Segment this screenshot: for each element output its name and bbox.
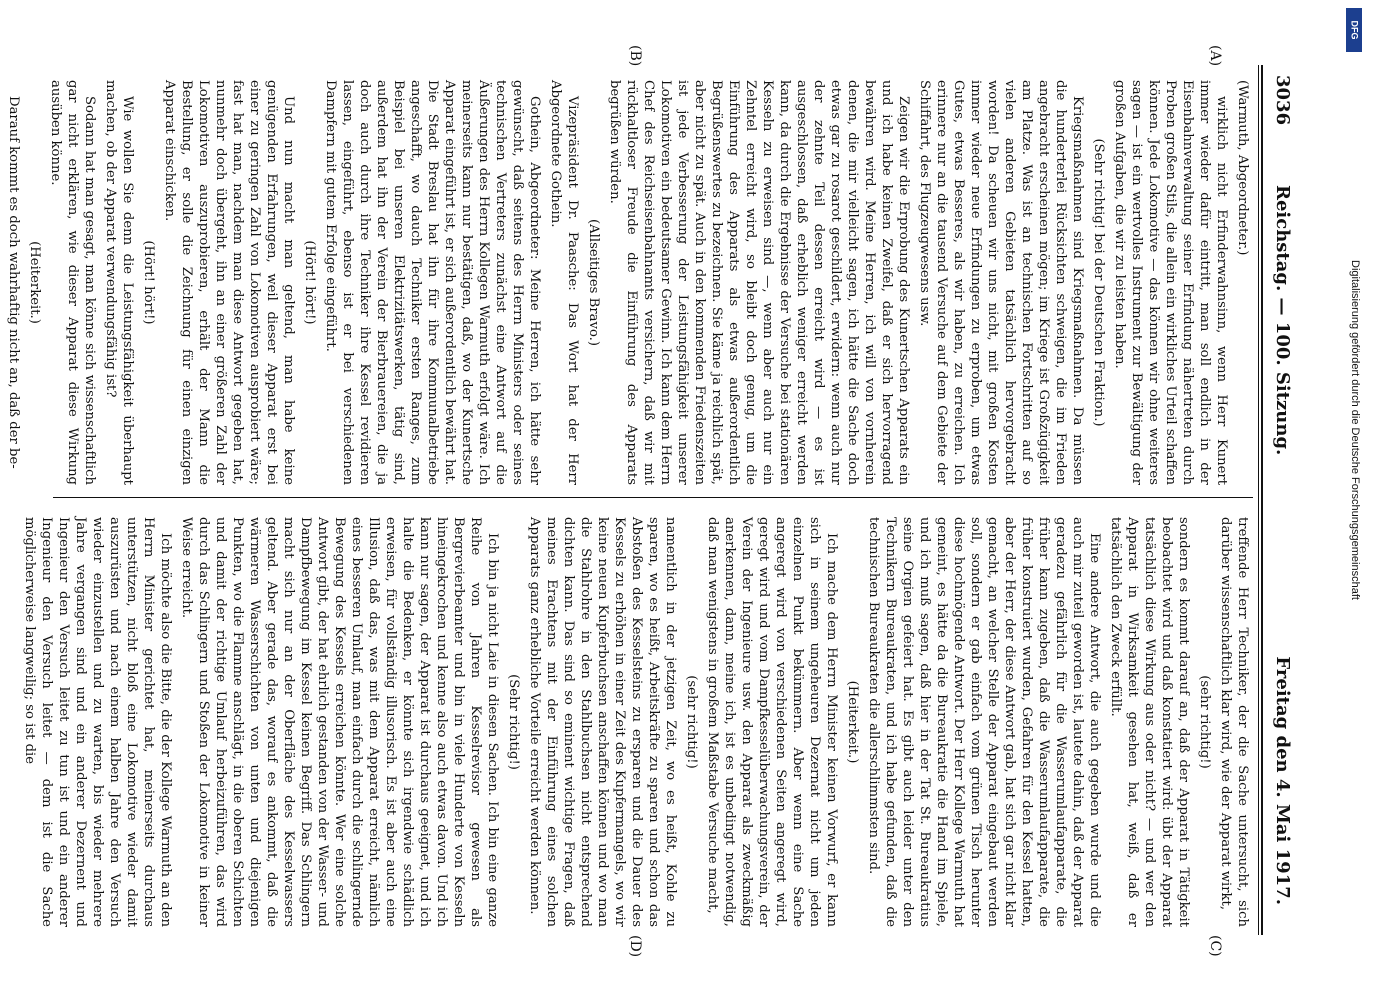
paragraph: Ich möchte also die Bitte, die der Kollege Warmuth an den Herrn Minister gerichtet hat, meinerseits durchaus unterstützen, nicht bloß eine Lokomotive wieder damit auszurüsten und nach einem halben Jahre den Versuch wieder einzustellen und zu warten, bis wieder mehrere Jahre vergangen sind und ein anderer Dezernent und Ingenieur den Versuch leitet zu tun ist und ein anderer Ingenieur den Versuch leitet — dem ist die Sache möglicherweise langweilig; so ist die [22,517,173,927]
paragraph: treffende Herr Techniker, der die Sache untersucht, sich darüber wissenschaftlich klar wird, wie der Apparat wirkt, [1218,517,1250,927]
digitization-note: Digitalisierung gefördert durch die Deutsche Forschungsgemeinschaft [1349,260,1361,600]
paragraph: Eine andere Antwort, die auch gegeben wurde und die auch mir zuteil geworden ist, lautete dahin, daß der Apparat geradezu gefährlich für die Wasserumlaufapparate, die früher kann zugeben, daß die Wasserumlaufapparate, die früher konstruiert wurden, Gefahren für den Kessel hatten, aber der Herr, der diese Antwort gab, hat sich gar nicht klar gemacht, an welcher Stelle der Apparat eingebaut werden soll, sondern er gab einfach vom grünen Tisch herunter diese hochmögende Antwort. Der Herr Kollege Warmuth hat gemeint, es hätte da die Bureaukratie die Hand im Spiele, und ich muß sagen, daß hier in der Tat St. Bureaukratius seine Orgien gefeiert hat. Es gibt auch leider unter den Technikern Bureaukraten, und ich habe gefunden, daß die technischen Bureaukraten die allerschlimmsten sind. [866,517,1102,927]
paragraph: Ich mache dem Herrn Minister keinen Vorwurf, er kann sich in seinem ungeheuren Dezernat nicht um jeden einzelnen Punkt bekümmern. Aber wenn eine Sache angeregt wird von verschiedenen Seiten angeregt wird, geregt wird und vom Dampfkesselüberwachungsverein, der Verein der Ingenieure usw. den Apparat als zweckmäßig anerkennen, dann, meine ich, ist es unbedingt notwendig, daß man wenigstens in großem Maßstabe Versuche macht, [705,517,839,927]
page-title: Reichstag. — 100. Sitzung. [1272,185,1293,456]
margin-marker-b: (B) [627,45,643,67]
dfg-logo-text: DFG [1349,20,1359,40]
page-date: Freitag den 4. Mai 1917. [1272,656,1293,905]
margin-marker-a: (A) [1207,45,1223,67]
paragraph: wirklich nicht Erfinderwahnsinn, wenn Herr Kunert immer wieder dafür eintritt, man soll endlich in der Eisenbahnverwaltung seiner Erfindung nähertreten durch Proben großen Stils, die allein ein wirkliches Urteil schaffen können. Jede Lokomotive — das können wir ohne weiteres sagen — ist ein wertvolles Instrument zur Bewältigung der großen Aufgaben, die wir zu leisten haben. [1112,80,1229,485]
page-number: 3036 [1272,75,1293,126]
paragraph: Gothein, Abgeordneter: Meine Herren, ich hätte sehr gewünscht, daß seitens des Herrn Ministers oder seines technischen Vertreters zunächst eine Antwort auf die Äußerungen des Herrn Kollegen Warmuth erfolgt wäre. Ich meinerseits kann nur bestätigen, daß, wo der Kunertsche Apparat eingeführt ist, er sich außerordentlich bewährt hat. Die Stadt Breslau hat ihn für ihre Kommunalbetriebe angeschafft, wo dauch Techniker ersten Ranges, zum Beispiel bei unseren Elektrizitätswerken, tätig sind, außerdem hat ihn der Verein der Bierbrauereien, die ja doch auch durch ihre Techniker ihre Kessel revidieren lassen, eingeführt, ebenso ist er bei verschiedenen Dampfern mit gutem Erfolge eingeführt. [323,80,542,485]
interjection: (Heiterkeit.) [27,241,42,324]
interjection: (Allseitiges Bravo.) [586,219,601,346]
paragraph: (Warmuth, Abgeordneter.) [1235,80,1250,256]
interjection: (Hört! hört!) [302,240,317,325]
paragraph: Ich bin ja nicht Laie in diesen Sachen. Ich bin eine ganze Reihe von Jahren Kesselrevisor gewesen als Bergrevierbeamter und bin in viele Hunderte von Kesseln hineingekrochen und kenne also auch etwas davon. Und ich kann nur sagen, der Apparat ist durchaus geeignet, und ich halte die Bedenken, er könnte sich irgendwie schädlich erweisen, für vollständig illusorisch. Es ist aber auch eine Illusion, daß das, was mit dem Apparat erreicht, nämlich eines besseren Umlauf, man einfach durch die schlingernde Bewegung des Kessels erreichen könnte. Wer eine solche Antwort gibt, der hat ehrlich gestanden von der Wasser- und Dampfbewegung im Kessel keinen Begriff. Das Schlingern macht sich nur an der Oberfläche des Kesselwassers geltend. Aber gerade das, worauf es ankommt, daß die wärmeren Wasserschichten von unten und diejenigen Punkten, wo die Flamme anschlägt, in die oberen Schichten und damit der richtige Umlauf herbeizuführen, das wird durch das Schlingern und Stoßen der Lokomotive in keiner Weise erreicht. [179,517,500,927]
dfg-logo [1346,8,1362,52]
document-page [6,35,1333,965]
paragraph: Sodann hat man gesagt, man könne sich wissenschaftlich gar nicht erklären, wie dieser Apparat diese Wirkung ausüben könne. [48,80,97,485]
interjection: (sehr richtig!) [684,675,699,769]
paragraph: Vizepräsident Dr. Paasche: Das Wort hat der Herr Abgeordnete Gothein. [548,80,580,485]
interjection: (Sehr richtig!) [506,674,521,770]
header-rule-secondary [1258,65,1259,935]
interjection: (Sehr richtig! bei der Deutschen Fraktion.) [1091,138,1106,427]
right-text-column [17,517,1251,927]
interjection: (Hört! hört!) [141,240,156,325]
margin-marker-d: (D) [627,935,643,958]
paragraph: namentlich in der jetzigen Zeit, wo es heißt, Kohle zu sparen, wo es heißt, Arbeitskräfte zu sparen und schon das Abstoßen des Kesselsteins zu ersparen und die Dauer des Kessels zu erhöhen in einer Zeit des Kupfermangels, wo wir keine neuen Kupferbuchsen anschaffen können und wo man die Stahlrohre in den Stahlbuchsen nicht entsprechend dichten kann. Das sind so eminent wichtige Fragen, daß meines Erachtens mit der Einführung eines solchen Apparats ganz erhebliche Vorteile erreicht werden können. [527,517,678,927]
column-divider [53,497,1253,498]
paragraph: Kriegsmaßnahmen sind Kriegsmaßnahmen. Da müssen die hunderterlei Rücksichten schweigen, die im Frieden angebracht erscheinen mögen; im Kriege ist Großzügigkeit am Platze. Was ist an technischen Fortschritten auf so vielen anderen Gebieten tatsächlich hervorgebracht worden! Da scheuen wir uns nicht, mit großen Kosten immer wieder neue Erfindungen zu erproben, um etwas Gutes, etwas Besseres, als wir haben, zu erreichen. Ich erinnere nur an die tausend Versuche auf dem Gebiete der Schiffahrt, des Flugzeugwesens usw. [917,80,1085,485]
header-rule [1261,65,1263,935]
paragraph: sondern es kommt darauf an, daß der Apparat in Tätigkeit beobachtet wird und daß konstatiert wird: übt der Apparat tatsächlich diese Wirkung aus oder nicht? — und wer den Apparat in Wirksamkeit gesehen hat, weiß, daß er tatsächlich den Zweck erfüllt. [1108,517,1191,927]
left-text-column [1,80,1251,485]
interjection: (Heiterkeit.) [845,680,860,764]
margin-marker-c: (C) [1207,935,1223,957]
paragraph: Wie wollen Sie denn die Leistungsfähigkeit überhaupt machen, ob der Apparat verwendungsfähig ist? [103,80,135,485]
paragraph: Darauf kommt es doch wahrhaftig nicht an, daß der be- [6,96,21,469]
paragraph: Und nun macht man geltend, man habe keine genügenden Erfahrungen, weil dieser Apparat erst bei einer zu geringen Zahl von Lokomotiven ausprobiert wäre; fast hat man, nachdem man diese Antwort gegeben hat, nunmehr doch übergeht, ihn an einer größeren Zahl der Lokomotiven auszuprobieren, erhält der Mann die Bestellung, er solle die Zeichnung für einen einzigen Apparat einschicken. [162,80,296,485]
interjection: (sehr richtig!) [1197,675,1212,769]
paragraph: Zeigen wir die Erprobung des Kunertschen Apparats ein und ich habe keinen Zweifel, daß er sich hervorragend bewähren wird. Meine Herren, ich will von vornherein denen, die mir vielleicht sagen, ich hätte die Sache doch etwas gar zu rosarot geschildert, erwidern: wenn auch nur der zehnte Teil dessen erreicht wird — es ist ausgeschlossen, daß erheblich weniger erreicht werden kann, da durch die Ergebnisse der Versuche bei stationären Kesseln zu erweisen sind —, wenn aber auch nur ein Zehntel erreicht wird, so bleibt doch genug, um die Einführung des Apparats als etwas außerordentlich Begrüßenswertes zu bezeichnen. Sie käme ja reichlich spät, aber nicht zu spät. Auch in den kommenden Friedenszeiten ist jede Verbesserung der Leistungsfähigkeit unserer Lokomotiven ein bedeutsamer Gewinn. Ich kann dem Herrn Chef des Reichseisenbahnamts versichern, daß wir mit rückhaltloser Freude die Einführung des Apparats begrüßen würden. [607,80,911,485]
